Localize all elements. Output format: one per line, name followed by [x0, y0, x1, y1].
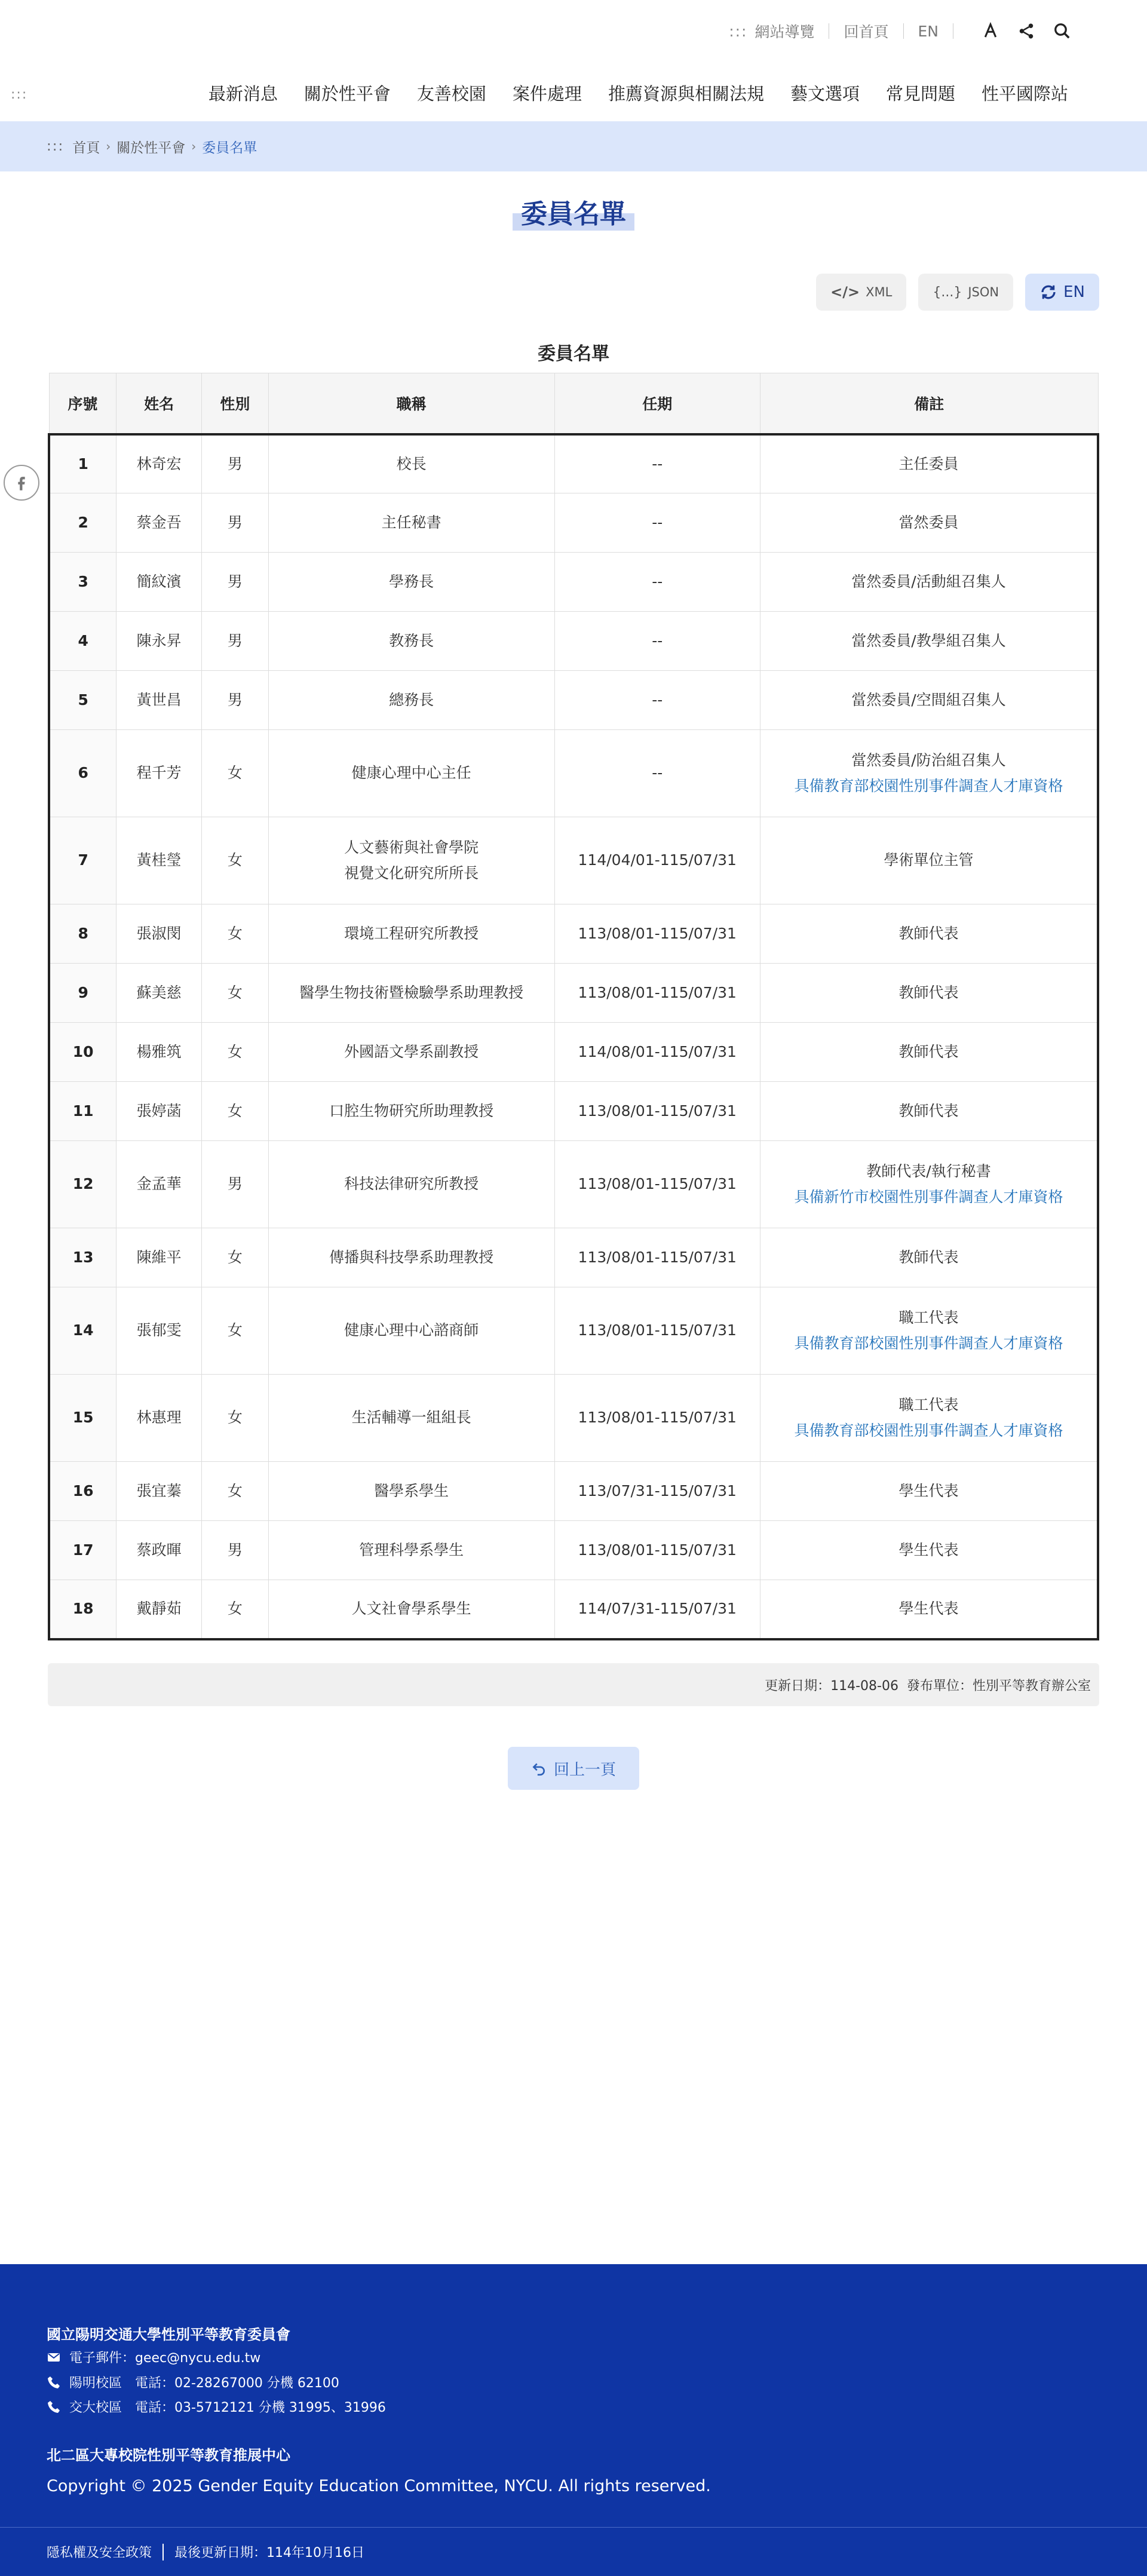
- phone-icon: [47, 2375, 61, 2390]
- cell-term: 113/07/31-115/07/31: [554, 1462, 760, 1521]
- note-text: 當然委員/教學組召集人: [851, 631, 1006, 649]
- footer-campus1-line: [47, 2373, 339, 2391]
- cell-term: --: [554, 730, 760, 817]
- cell-term: 113/08/01-115/07/31: [554, 1521, 760, 1580]
- table-row: [49, 1023, 1098, 1082]
- title-line: 口腔生物研究所助理教授: [329, 1102, 494, 1120]
- cell-note: [760, 1228, 1098, 1287]
- cell-term: 113/08/01-115/07/31: [554, 904, 760, 964]
- table-row: [49, 1580, 1098, 1639]
- cell-sex: 男: [202, 1521, 269, 1580]
- note-text: 當然委員/防治組召集人: [851, 752, 1006, 769]
- table-row: [49, 493, 1098, 553]
- cell-sex: 女: [202, 1228, 269, 1287]
- cell-index: 13: [49, 1228, 116, 1287]
- cell-title: [268, 1580, 554, 1639]
- cell-term: 113/08/01-115/07/31: [554, 1082, 760, 1141]
- chevron-right-icon: ›: [191, 139, 197, 154]
- title-line: 校長: [396, 455, 427, 473]
- footer-campus2: 交大校區 電話：03-5712121 分機 31995、31996: [69, 2400, 386, 2415]
- cell-title: [268, 817, 554, 904]
- cell-note: [760, 612, 1098, 671]
- title-line: 總務長: [389, 691, 434, 709]
- table-row: [49, 1141, 1098, 1228]
- nav-item-faq[interactable]: 常見問題: [885, 84, 955, 104]
- cell-note: [760, 493, 1098, 553]
- cell-index: 4: [49, 612, 116, 671]
- accesskey-top[interactable]: :::: [729, 22, 748, 40]
- divider: [903, 23, 904, 39]
- note-text: 學生代表: [898, 1482, 959, 1499]
- cell-sex: 女: [202, 964, 269, 1023]
- footer-divider: [0, 2527, 1147, 2528]
- qualification-link[interactable]: 具備教育部校園性別事件調查人才庫資格: [794, 1421, 1063, 1439]
- nav-item-news[interactable]: 最新消息: [208, 84, 278, 104]
- cell-sex: 男: [202, 434, 269, 493]
- table-row: [49, 434, 1098, 493]
- header-sex: 性別: [202, 373, 269, 434]
- cell-name: 林奇宏: [116, 434, 202, 493]
- cell-title: [268, 1375, 554, 1462]
- cell-term: 113/08/01-115/07/31: [554, 1228, 760, 1287]
- note-text: 學生代表: [898, 1541, 959, 1559]
- cell-note: [760, 817, 1098, 904]
- cell-index: 8: [49, 904, 116, 964]
- footer-email[interactable]: 電子郵件：geec@nycu.edu.tw: [69, 2351, 261, 2366]
- footer: [0, 2264, 1147, 2576]
- cell-title: [268, 553, 554, 612]
- cell-name: 陳永昇: [116, 612, 202, 671]
- cell-title: [268, 1082, 554, 1141]
- cell-note: [760, 1521, 1098, 1580]
- table-header-row: [49, 373, 1098, 434]
- cell-name: 張郁雯: [116, 1287, 202, 1375]
- table-row: [49, 1228, 1098, 1287]
- cell-sex: 女: [202, 1375, 269, 1462]
- cell-index: 14: [49, 1287, 116, 1375]
- footer-copyright: Copyright © 2025 Gender Equity Education Committee, NYCU. All rights reserved.: [47, 2477, 711, 2495]
- table-row: [49, 553, 1098, 612]
- cell-title: [268, 1462, 554, 1521]
- cell-note: [760, 730, 1098, 817]
- cell-index: 1: [49, 434, 116, 493]
- title-line: 學務長: [389, 572, 434, 590]
- lang-link[interactable]: EN: [918, 22, 939, 40]
- qualification-link[interactable]: 具備新竹市校園性別事件調查人才庫資格: [794, 1188, 1063, 1206]
- cell-sex: 女: [202, 1580, 269, 1639]
- table-row: [49, 612, 1098, 671]
- mail-icon: [47, 2350, 61, 2365]
- table-row: [49, 1375, 1098, 1462]
- cell-index: 17: [49, 1521, 116, 1580]
- cell-note: [760, 553, 1098, 612]
- nav-item-friendly-campus[interactable]: 友善校園: [416, 84, 486, 104]
- title-line: 健康心理中心諮商師: [344, 1321, 479, 1339]
- cell-index: 11: [49, 1082, 116, 1141]
- cell-note: [760, 904, 1098, 964]
- cell-index: 9: [49, 964, 116, 1023]
- nav-item-case-handling[interactable]: 案件處理: [512, 84, 582, 104]
- export-actions: [816, 274, 1099, 311]
- cell-name: 陳維平: [116, 1228, 202, 1287]
- cell-title: [268, 612, 554, 671]
- note-text: 當然委員: [898, 513, 959, 531]
- header-title: 職稱: [268, 373, 554, 434]
- back-label: 回上一頁: [553, 1761, 616, 1779]
- cell-title: [268, 493, 554, 553]
- footer-org-name: 國立陽明交通大學性別平等教育委員會: [47, 2326, 290, 2343]
- cell-name: 張宜蓁: [116, 1462, 202, 1521]
- cell-sex: 女: [202, 1023, 269, 1082]
- cell-name: 蔡金吾: [116, 493, 202, 553]
- font-size-icon[interactable]: [977, 18, 1004, 44]
- table-caption: 委員名單: [538, 344, 609, 364]
- title-line: 科技法律研究所教授: [344, 1175, 479, 1193]
- cell-title: [268, 964, 554, 1023]
- cell-title: [268, 1228, 554, 1287]
- cell-name: 黃世昌: [116, 671, 202, 730]
- cell-term: 114/08/01-115/07/31: [554, 1023, 760, 1082]
- cell-title: [268, 671, 554, 730]
- cell-name: 蘇美慈: [116, 964, 202, 1023]
- note-text: 教師代表: [898, 983, 959, 1001]
- cell-sex: 女: [202, 1462, 269, 1521]
- header-note: 備註: [760, 373, 1098, 434]
- cell-note: [760, 1462, 1098, 1521]
- cell-name: 戴靜茹: [116, 1580, 202, 1639]
- main-nav: [195, 79, 1081, 109]
- code-icon: </>: [830, 284, 860, 300]
- cell-note: [760, 1580, 1098, 1639]
- header-name: 姓名: [116, 373, 202, 434]
- share-icon[interactable]: [1013, 18, 1039, 44]
- back-button[interactable]: [508, 1747, 639, 1790]
- footer-campus1: 陽明校區 電話：02-28267000 分機 62100: [69, 2376, 339, 2391]
- header-index: 序號: [49, 373, 116, 434]
- title-line: 醫學系學生: [374, 1482, 449, 1499]
- table-row: [49, 730, 1098, 817]
- cell-index: 12: [49, 1141, 116, 1228]
- note-text: 主任委員: [898, 455, 959, 473]
- breadcrumb-current: 委員名單: [202, 140, 257, 156]
- cell-name: 張婷菡: [116, 1082, 202, 1141]
- cell-title: [268, 730, 554, 817]
- breadcrumb-home[interactable]: 首頁: [72, 140, 100, 156]
- cell-title: [268, 1023, 554, 1082]
- title-line: 人文社會學系學生: [351, 1600, 471, 1617]
- cell-note: [760, 1141, 1098, 1228]
- title-line: 人文藝術與社會學院: [344, 839, 479, 856]
- note-text: 當然委員/活動組召集人: [851, 572, 1006, 590]
- cell-term: 113/08/01-115/07/31: [554, 1141, 760, 1228]
- nav-item-international[interactable]: 性平國際站: [981, 84, 1068, 104]
- braces-icon: {...}: [933, 284, 962, 300]
- note-text: 職工代表: [898, 1396, 959, 1413]
- table-row: [49, 1462, 1098, 1521]
- cell-name: 黃桂瑩: [116, 817, 202, 904]
- note-text: 教師代表: [898, 1102, 959, 1120]
- footer-email-line: [47, 2348, 260, 2366]
- page-title: 委員名單: [513, 192, 634, 231]
- nav-item-resources[interactable]: 推薦資源與相關法規: [608, 84, 764, 104]
- qualification-link[interactable]: 具備教育部校園性別事件調查人才庫資格: [794, 1334, 1063, 1352]
- cell-index: 2: [49, 493, 116, 553]
- cell-note: [760, 1375, 1098, 1462]
- cell-sex: 女: [202, 1287, 269, 1375]
- cell-sex: 女: [202, 1082, 269, 1141]
- english-button[interactable]: [1025, 274, 1099, 311]
- note-text: 教師代表/執行秘書: [866, 1163, 991, 1180]
- json-label: JSON: [968, 285, 999, 299]
- cell-term: --: [554, 671, 760, 730]
- cell-sex: 男: [202, 612, 269, 671]
- header-term: 任期: [554, 373, 760, 434]
- phone-icon: [47, 2400, 61, 2414]
- note-text: 教師代表: [898, 1042, 959, 1060]
- cell-index: 16: [49, 1462, 116, 1521]
- cell-term: --: [554, 553, 760, 612]
- publish-unit: 發布單位：性別平等教育辦公室: [906, 1678, 1091, 1694]
- note-text: 教師代表: [898, 1248, 959, 1266]
- cell-title: [268, 904, 554, 964]
- title-line: 主任秘書: [381, 513, 441, 531]
- cell-index: 18: [49, 1580, 116, 1639]
- accesskey-content[interactable]: :::: [47, 139, 65, 154]
- cell-note: [760, 964, 1098, 1023]
- title-line: 教務長: [389, 631, 434, 649]
- cell-term: --: [554, 493, 760, 553]
- breadcrumb-parent[interactable]: 關於性平會: [116, 140, 186, 156]
- cell-note: [760, 1082, 1098, 1141]
- cell-name: 林惠理: [116, 1375, 202, 1462]
- cell-note: [760, 671, 1098, 730]
- footer-bottom: [47, 2543, 364, 2561]
- xml-label: XML: [866, 285, 893, 299]
- cell-term: 113/08/01-115/07/31: [554, 1287, 760, 1375]
- table-row: [49, 904, 1098, 964]
- cell-term: 114/04/01-115/07/31: [554, 817, 760, 904]
- update-info: [48, 1663, 1099, 1706]
- note-text: 學術單位主管: [884, 851, 974, 869]
- cell-sex: 女: [202, 817, 269, 904]
- title-line: 外國語文學系副教授: [344, 1042, 479, 1060]
- cell-index: 7: [49, 817, 116, 904]
- note-text: 職工代表: [898, 1309, 959, 1326]
- table-row: [49, 1287, 1098, 1375]
- search-icon[interactable]: [1049, 18, 1075, 44]
- update-date: 更新日期：114-08-06: [765, 1678, 898, 1694]
- cell-name: 蔡政暉: [116, 1521, 202, 1580]
- cell-title: [268, 1521, 554, 1580]
- cell-index: 15: [49, 1375, 116, 1462]
- accesskey-nav[interactable]: :::: [11, 87, 28, 102]
- table-row: [49, 1082, 1098, 1141]
- cell-sex: 男: [202, 553, 269, 612]
- cell-title: [268, 434, 554, 493]
- nav-item-arts[interactable]: 藝文選項: [790, 84, 860, 104]
- cell-title: [268, 1287, 554, 1375]
- cell-term: 113/08/01-115/07/31: [554, 1375, 760, 1462]
- cell-sex: 男: [202, 671, 269, 730]
- cell-name: 金孟華: [116, 1141, 202, 1228]
- json-button[interactable]: [918, 274, 1013, 311]
- qualification-link[interactable]: 具備教育部校園性別事件調查人才庫資格: [794, 777, 1063, 795]
- table-row: [49, 964, 1098, 1023]
- committee-table: [48, 373, 1099, 1640]
- table-body: [49, 434, 1098, 1639]
- cell-sex: 男: [202, 493, 269, 553]
- cell-name: 張淑閔: [116, 904, 202, 964]
- home-link[interactable]: 回首頁: [844, 23, 889, 41]
- divider: [162, 2544, 164, 2560]
- cell-term: --: [554, 612, 760, 671]
- cell-title: [268, 1141, 554, 1228]
- title-line: 醫學生物技術暨檢驗學系助理教授: [299, 983, 524, 1001]
- page-title-wrap: [0, 192, 1147, 231]
- last-update: 最後更新日期：114年10月16日: [174, 2546, 364, 2560]
- refresh-icon: [1039, 283, 1057, 301]
- cell-index: 3: [49, 553, 116, 612]
- sitemap-link[interactable]: 網站導覽: [755, 23, 815, 41]
- table-row: [49, 817, 1098, 904]
- cell-name: 簡紋濱: [116, 553, 202, 612]
- title-line: 健康心理中心主任: [351, 764, 471, 782]
- breadcrumb: [0, 121, 1147, 171]
- cell-term: 113/08/01-115/07/31: [554, 964, 760, 1023]
- cell-name: 楊雅筑: [116, 1023, 202, 1082]
- table-row: [49, 671, 1098, 730]
- note-text: 當然委員/空間組召集人: [851, 691, 1006, 709]
- footer-center-name: 北二區大專校院性別平等教育推展中心: [47, 2447, 290, 2464]
- cell-sex: 女: [202, 730, 269, 817]
- cell-sex: 女: [202, 904, 269, 964]
- title-line: 生活輔導一組組長: [351, 1409, 471, 1427]
- note-text: 教師代表: [898, 924, 959, 942]
- cell-term: --: [554, 434, 760, 493]
- undo-arrow-icon: [531, 1761, 547, 1776]
- footer-campus2-line: [47, 2397, 386, 2416]
- cell-note: [760, 1287, 1098, 1375]
- cell-name: 程千芳: [116, 730, 202, 817]
- cell-note: [760, 1023, 1098, 1082]
- facebook-icon[interactable]: [4, 465, 39, 501]
- english-label: EN: [1063, 283, 1085, 301]
- cell-index: 10: [49, 1023, 116, 1082]
- title-line: 管理科學系學生: [359, 1541, 464, 1559]
- privacy-link[interactable]: 隱私權及安全政策: [47, 2546, 152, 2560]
- nav-item-about[interactable]: 關於性平會: [303, 84, 391, 104]
- title-line: 傳播與科技學系助理教授: [329, 1248, 494, 1266]
- title-line: 環境工程研究所教授: [344, 924, 479, 942]
- chevron-right-icon: ›: [106, 139, 111, 154]
- cell-index: 6: [49, 730, 116, 817]
- cell-term: 114/07/31-115/07/31: [554, 1580, 760, 1639]
- cell-note: [760, 434, 1098, 493]
- table-row: [49, 1521, 1098, 1580]
- xml-button[interactable]: [816, 274, 906, 311]
- note-text: 學生代表: [898, 1600, 959, 1617]
- cell-index: 5: [49, 671, 116, 730]
- title-line-2: 視覺文化研究所所長: [344, 864, 479, 882]
- utility-bar: [729, 18, 1075, 44]
- cell-sex: 男: [202, 1141, 269, 1228]
